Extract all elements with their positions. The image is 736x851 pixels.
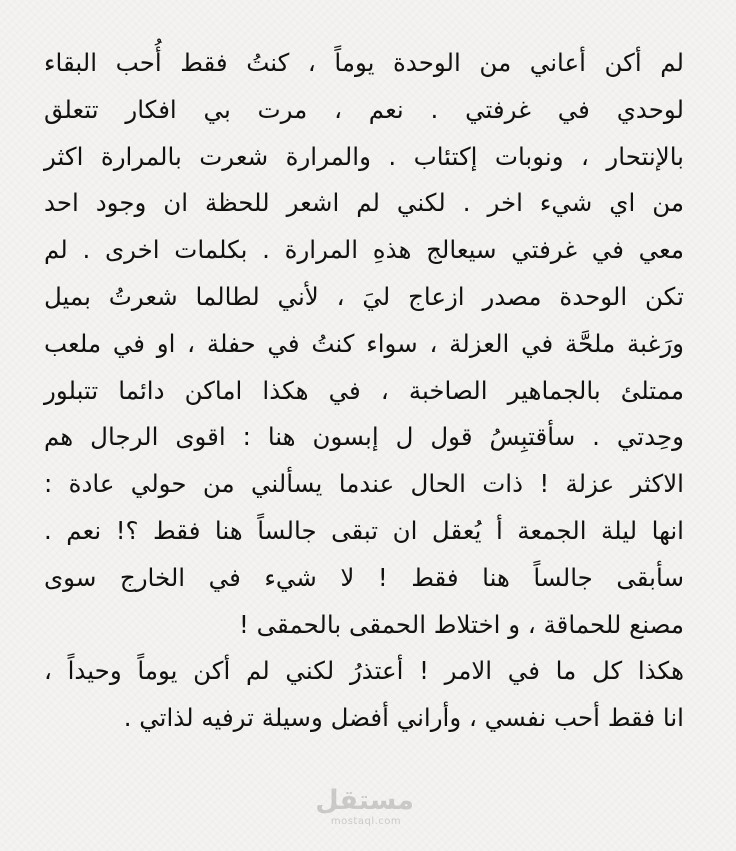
text-line-2: لوحدي في غرفتي . نعم ، مرت بي افكار تتعلق [44,94,684,124]
watermark-logo: مستقل [315,785,414,816]
text-line-15: انا فقط أحب نفسي ، وأراني أفضل وسيلة ترفيه لذاتي . [123,703,684,733]
text-line-11: انها ليلة الجمعة أ يُعقل ان تبقى جالساً هنا فقط ؟! نعم . [44,515,684,545]
text-line-7: ورَغبة ملحَّة في العزلة ، سواء كنتُ في حفلة ، او في ملعب [44,328,684,358]
text-line-6: تكن الوحدة مصدر ازعاج ليَ ، لأني لطالما شعرتُ بميل [44,281,684,311]
document-text [44,40,684,742]
mostaql-watermark [315,785,414,836]
text-line-13: مصنع للحماقة ، و اختلاط الحمقى بالحمقى ! [239,609,684,639]
text-line-1: لم أكن أعاني من الوحدة يوماً ، كنتُ فقط أُحب البقاء [44,48,684,77]
text-line-12: سأبقى جالساً هنا فقط ! لا شيء في الخارج سوى [44,562,684,592]
text-line-3: بالإنتحار ، ونوبات إكتئاب . والمرارة شعرت بالمرارة اكثر [44,141,684,171]
text-line-4: من اي شيء اخر . لكني لم اشعر للحظة ان وجود احد [44,188,684,218]
text-line-8: ممتلئ بالجماهير الصاخبة ، في هكذا اماكن دائما تتبلور [44,375,684,405]
text-line-10: الاكثر عزلة ! ذات الحال عندما يسألني من حولي عادة : [44,469,684,499]
text-line-5: معي في غرفتي سيعالج هذهِ المرارة . بكلمات اخرى . لم [44,235,684,265]
watermark-domain: mostaql.com [330,816,402,827]
text-line-9: وحِدتي . سأقتبِسُ قول ل إبسون هنا : اقوى الرجال هم [44,422,684,452]
text-line-14: هكذا كل ما في الامر ! أعتذرُ لكني لم أكن يوماً وحيداً ، [44,656,684,686]
